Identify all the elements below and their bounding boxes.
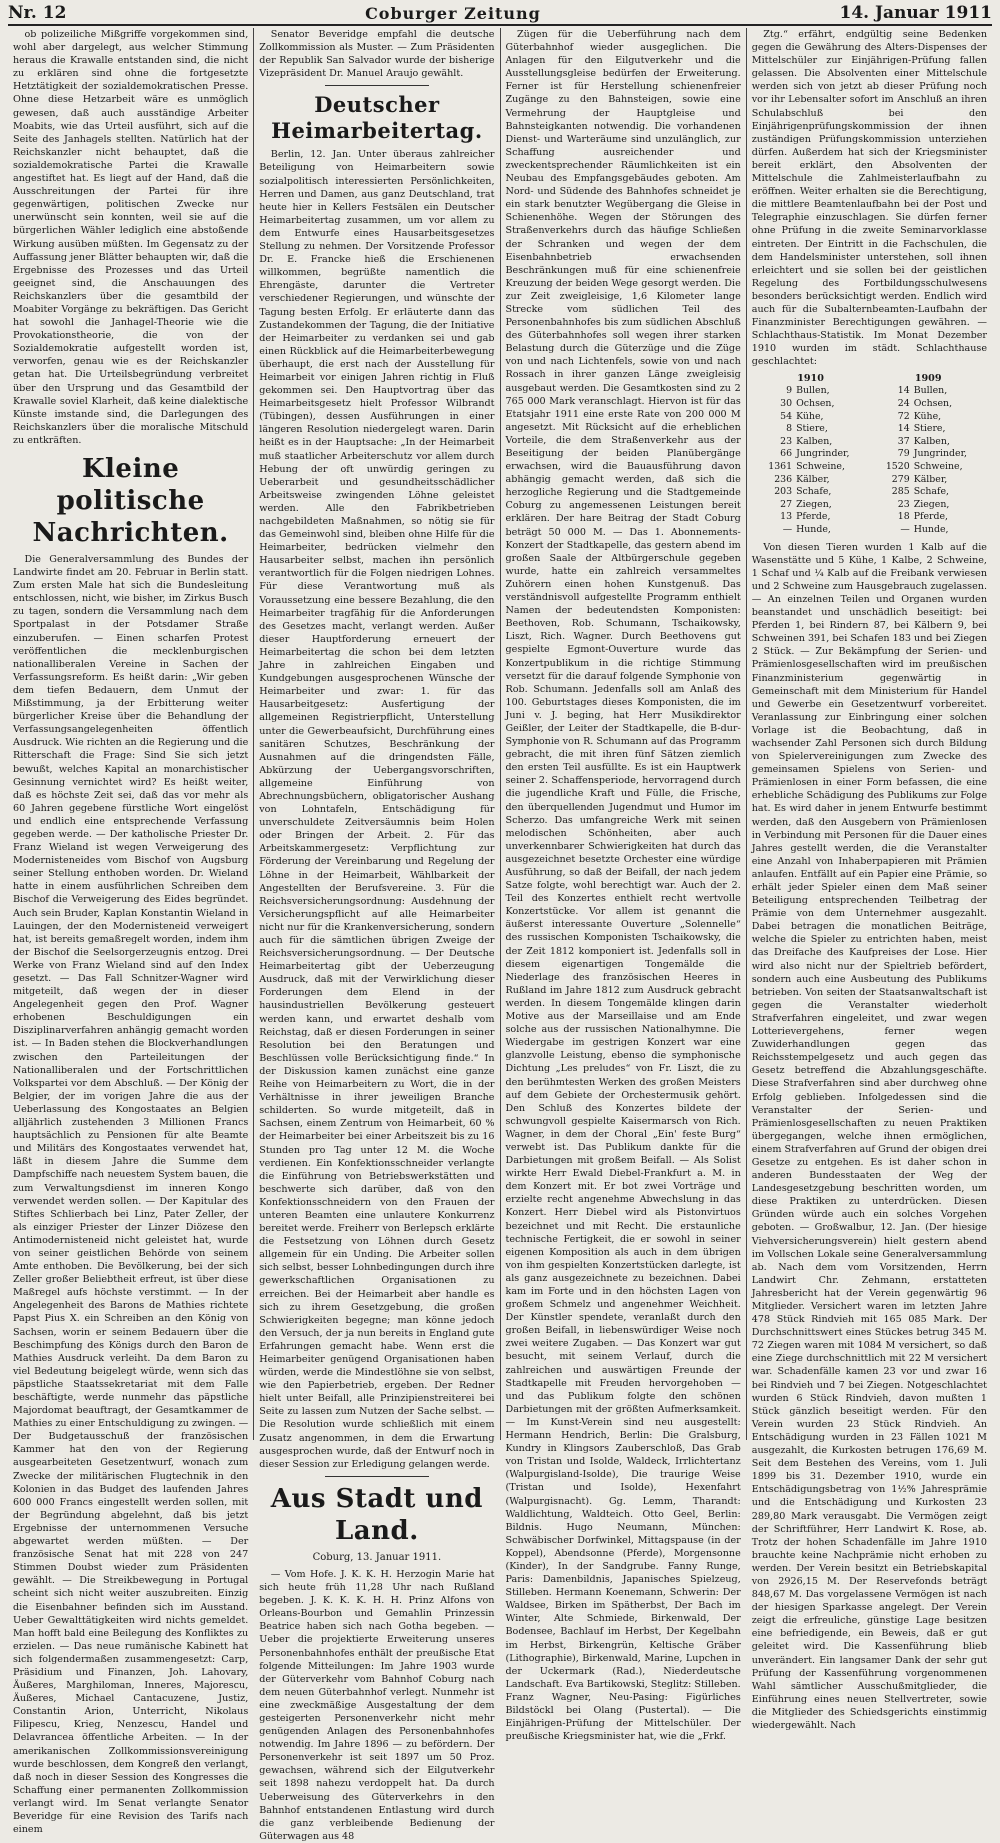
column-4 — [747, 28, 992, 1731]
article-text: Von diesen Tieren wurden 1 Kalb auf die Wasenstätte und 5 Kühe, 1 Kalbe, 2 Schweine, 1 Schaf und ¼ Kalb auf die Freibank verwiesen und 2 Schweine zum Hausgebrauch zugelassen. — An einzelnen Teilen und Organen wurden beanstandet und unschädlich beseitigt: bei Pferden 1, bei Rindern 87, bei Kälbern 9, bei Schweinen 391, bei Schafen 183 und bei Ziegen 2 Stück. — Zur Bekämpfung der Serien- und Prämienlosgesellschaften wird im preußischen Finanzministerium gegenwärtig in Gemeinschaft mit dem Ministerium für Handel und Gewerbe ein Gesetzentwurf vorbereitet. Veranlassung zur Einbringung einer solchen Vorlage ist die Beobachtung, daß in wachsender Zahl Personen sich durch Bildung von Spielervereinigungen zum Zwecke des gemeinsamen Spielens von Serien- und Prämienlosen in einer Form befassen, die eine erhebliche Schädigung des Publikums zur Folge hat. Es wird daher in jenem Entwurfe bestimmt werden, daß den Ausgebern von Prämienlosen in Verbindung mit Personen für die Dauer eines Jahres gestellt werden, die die Veranstalter eine Anzahl von Inhaberpapieren mit Prämien anlaufen. Entfällt auf ein Papier eine Prämie, so erhält jeder Spieler einen dem Maß seiner Beteiligung entsprechenden Teilbetrag der Prämie von dem Unternehmer ausgezahlt. Dabei betragen die monatlichen Beiträge, welche die Spieler zu entrichten haben, meist das Dreifache des Kaufpreises der Lose. Hier wird also nicht nur der Spieltrieb befördert, sondern auch eine Ausbeutung des Publikums betrieben. Von seiten der Staatsanwaltschaft ist gegen die Veranstalter wiederholt Strafverfahren eingeleitet, und zwar wegen Lotterievergehens, ferner wegen Zuwiderhandlungen gegen das Reichsstempelgesetz und auch gegen das Gesetz betreffend die Abzahlungsgeschäfte. Diese Strafverfahren sind aber durchweg ohne Erfolg geblieben. Infolgedessen sind die Veranstalter der Serien- und Prämienlosgesellschaften zu neuen Praktiken übergegangen, welche ihnen ermöglichen, einem Strafverfahren auf Grund der obigen drei Gesetze zu entgehen. Es ist daher schon in anderen Bundesstaaten der Weg der Landesgesetzgebung beschritten worden, um diese Praktiken zu unterdrücken. Diesen Gründen würde auch ein solches Vorgehen geboten. — Großwalbur, 12. Jan. (Der hiesige Viehversicherungsverein) hielt gestern abend im Vollschen Lokale seine Generalversammlung ab. Nach dem vom Vorsitzenden, Herrn Landwirt Chr. Zehmann, erstatteten Jahresbericht hat der Verein gegenwärtig 96 Mitglieder. Versichert waren im letzten Jahre 478 Stück Rindvieh mit 165 085 Mark. Der Durchschnittswert eines Stückes betrug 345 M. 72 Ziegen waren mit 1084 M versichert, so daß eine Ziege durchschnittlich mit 22 M versichert war. Schadenfälle kamen 23 vor und zwar 16 bei Rindvieh und 7 bei Ziegen. Notgeschlachtet wurden 6 Stück Rindvieh, davon mußten 1 Stück gänzlich beseitigt werden. Für den Verein wurden 23 Stück Rindvieh. An Entschädigung wurden in 23 Fällen 1021 M ausgezahlt, die Kurkosten betrugen 176,69 M. Seit dem Bestehen des Vereins, vom 1. Juli 1899 bis 31. Dezember 1910, wurde ein Entschädigungsbetrag von 1½% Jahresprämie und die Entschädigung und Kurkosten 23 289,80 Mark verausgabt. Die Vermögen zeigt der Schriftführer, Herr Landwirt K. Rose, ab. Trotz der hohen Schadenfälle im Jahre 1910 brauchte keine Nachprämie nicht erhoben zu werden. Der Verein besitzt ein Betriebskapital von 2926,15 M. Der Reservefonds beträgt 848,67 M. Das vorgelassene Vermögen ist nach der hiesigen Sparkasse angelegt. Der Verein zeigt die erfreuliche, günstige Lage besitzen eine befriedigende, ein Beweis, daß er gut geleitet wird. Die Kassenführung blieb unverändert. Ein langsamer Dank der sehr gut Prüfung der Kassenführung vorgenommenen Wahl sämtlicher Ausschußmitglieder, die Einführung eines neuen Stellvertreter, sowie die Mitglieder des Schiedsgerichts einstimmig wiedergewählt. Nach — [751, 541, 987, 1731]
stats-cell: 13 — [780, 511, 793, 523]
stats-row — [752, 448, 987, 461]
stats-cell: 23 — [897, 498, 910, 510]
stats-cell: 37 — [897, 435, 910, 447]
stats-cell: 14 — [897, 423, 910, 435]
column-2 — [254, 28, 500, 1842]
stats-cell: Stiere, — [913, 423, 946, 435]
column-3 — [501, 28, 747, 1743]
stats-cell: 18 — [897, 511, 910, 523]
stats-row — [752, 524, 987, 537]
stats-year-1910: 1910 — [797, 373, 824, 385]
stats-row — [752, 486, 987, 499]
stats-cell: Jungrinder, — [913, 448, 968, 460]
stats-cell: Ochsen, — [913, 398, 953, 410]
section-heading: Aus Stadt und Land. — [270, 1483, 483, 1546]
stats-cell: Ziegen, — [796, 498, 832, 510]
stats-cell: Kalben, — [913, 435, 950, 447]
stats-cell: 14 — [897, 385, 910, 397]
stats-cell: Ochsen, — [796, 398, 835, 410]
stats-cell: Pferde, — [796, 511, 831, 523]
stats-years — [752, 372, 987, 385]
article-text: Senator Beveridge empfahl die deutsche Zollkommission als Muster. — Zum Präsidenten der Republik San Salvador wurde der bisherige Vizepräsident Dr. Manuel Araujo gewählt. — [259, 29, 495, 80]
stats-row — [752, 411, 987, 424]
stats-cell: Hunde, — [796, 523, 831, 535]
stats-row — [752, 461, 987, 474]
stats-cell: Kühe, — [913, 410, 942, 422]
stats-cell: 236 — [774, 473, 793, 485]
stats-row — [752, 385, 987, 398]
stats-cell: Schafe, — [913, 486, 950, 498]
stats-row — [752, 499, 987, 512]
divider — [325, 85, 429, 86]
stats-cell: 1520 — [885, 461, 910, 472]
dateline: Coburg, 13. Januar 1911. — [312, 1551, 442, 1563]
section-heading: Kleine politische Nachrichten. — [32, 454, 229, 548]
article-text: — Vom Hofe. J. K. K. H. Herzogin Marie hat sich heute früh 11,28 Uhr nach Rußland begeben. J. K. K. K. H. H. Prinz Alfons von Orleans-Bourbon und Gemahlin Prinzessin Beatrice haben sich nach Gotha begeben. — Ueber die projektierte Erweiterung unseres Personenbahnhofes enthält der preußische Etat folgende Mitteilungen: Im Jahre 1903 wurde der Güterverkehr vom Bahnhof Coburg nach dem neuen Güterbahnhof verlegt. Nunmehr ist eine zweckmäßige Ausgestaltung der dem gesteigerten Personenverkehr nicht mehr genügenden Anlagen des Personenbahnhofes notwendig. Im Jahre 1896 — zu befördern. Der Personenverkehr ist seit 1897 um 50 Proz. gewachsen, während sich der Eilgutverkehr seit 1898 nahezu verdoppelt hat. Da durch Ueberweisung des Güterverkehrs in den Bahnhof entstandenen Entlastung wird durch die ganz verbleibende Bedienung der Güterwagen aus 48 — [259, 1568, 495, 1842]
stats-cell: 285 — [891, 486, 910, 498]
stats-cell: — — [900, 523, 910, 535]
newspaper-title: Coburger Zeitung — [365, 3, 541, 23]
article-text: ob polizeiliche Mißgriffe vorgekommen sind, wohl aber dargelegt, aus welcher Stimmung heraus die Krawalle entstanden sind, die nicht zu erklären sind ohne die fortgesetzte Hetztätigkeit der sozialdemokratischen Presse. Ohne diese Hetzarbeit wäre es unmöglich gewesen, daß auch ausständige Arbeiter Moabits, wie das Urteil ausführt, sich auf die Seite des Janhagels stellten. Natürlich hat der Reichskanzler nicht behauptet, daß die sozialdemokratische Partei die Krawalle angestiftet hat. Es liegt auf der Hand, daß die Ausschreitungen der Partei für ihre gegenwärtigen, politischen Zwecke nur unerwünscht sein konnten, weil sie auf die bürgerlichen Wähler lediglich eine abstoßende Wirkung ausüben müßten. Im Gegensatz zu der Auffassung jener Blätter behaupten wir, daß die Ergebnisse des Prozesses und das Urteil geeignet sind, die Anschauungen des Reichskanzlers über die gesamtbild der Moabiter Vorgänge zu bekräftigen. Das Gericht hat sowohl die Janhagel-Theorie wie die Provokationstheorie, die von der Sozialdemokratie aufgestellt worden ist, verworfen, genau wie es der Reichskanzler getan hat. Die Urteilsbegründung verbreitet über den Ursprung und das Gesamtbild der Krawalle soviel Klarheit, daß keine dialektische Künste imstande sind, die Darlegungen des Reichskanzlers über die moralische Mitschuld zu entkräften. — [13, 29, 249, 446]
stats-row — [752, 398, 987, 411]
stats-cell: 54 — [780, 410, 793, 422]
issue-number: Nr. 12 — [8, 3, 67, 23]
section-heading: Deutscher Heimarbeitertag. — [271, 92, 483, 144]
stats-cell: Bullen, — [913, 385, 948, 397]
masthead — [8, 2, 992, 26]
columns — [8, 28, 992, 1842]
stats-cell: Hunde, — [913, 523, 949, 535]
stats-cell: 9 — [786, 385, 793, 397]
stats-table — [752, 385, 987, 536]
stats-cell: Kälber, — [796, 473, 830, 485]
stats-cell: Kälber, — [913, 473, 948, 485]
stats-row — [752, 423, 987, 436]
stats-row — [752, 474, 987, 487]
stats-cell: Jungrinder, — [796, 448, 850, 460]
stats-row — [752, 436, 987, 449]
stats-cell: Pferde, — [913, 511, 949, 523]
stats-cell: 30 — [780, 398, 793, 410]
stats-cell: 79 — [897, 448, 910, 460]
article-text: Berlin, 12. Jan. Unter überaus zahlreicher Beteiligung von Heimarbeitern sowie sozialpolitisch interessierten Persönlichkeiten, Herren und Damen, aus ganz Deutschland, trat heute hier in Kellers Festsälen ein Deutscher Heimarbeitertag zusammen, um vor allem zu dem Entwurfe eines Hausarbeitsgesetzes Stellung zu nehmen. Der Vorsitzende Professor Dr. E. Francke hieß die Erschienenen willkommen, begrüßte namentlich die Ehrengäste, darunter die Vertreter verschiedener Regierungen, und wünschte der Tagung besten Erfolg. Er erläuterte dann das Zustandekommen der Tagung, die der Initiative der Heimarbeiter zu verdanken sei und gab einen Rückblick auf die Heimarbeiterbewegung überhaupt, die erst nach der Ausstellung für Heimarbeit vor einigen Jahren richtig in Fluß gekommen sei. Den Hauptvortrag über das Heimarbeitsgesetz hielt Professor Wilbrandt (Tübingen), dessen Ausführungen in einer längeren Resolution niedergelegt waren. Darin heißt es in der Hauptsache: „In der Heimarbeit muß staatlicher Arbeiterschutz vor allem durch Hebung der oft unwürdig geringen zu Ueberarbeit und gesundheitsschädlicher Arbeitsweise zwingenden Löhne geleistet werden. Alle den Fabrikbetrieben nachgebildeten Maßnahmen, so nötig sie für das Gemeinwohl sind, bleiben ohne Hilfe für die Heimarbeiter, bedrücken vielmehr den Hausarbeiter selbst, machen ihn persönlich verantwortlich für die Folgen niedrigen Lohnes. Für diese Verantwortung muß als Voraussetzung eine bessere Bezahlung, die den Heimarbeiter tragfähig für die Anforderungen des Gesetzes macht, verlangt werden. Außer dieser Hauptforderung erneuert der Heimarbeitertag die schon bei dem letzten Jahre in zahlreichen Eingaben und Kundgebungen ausgesprochenen Wünsche der Heimarbeiter und zwar: 1. für das Hausarbeitgesetz: Ausfertigung der allgemeinen Registrierpflicht, Unterstellung unter die Gewerbeaufsicht, Durchführung eines sanitären Schutzes, Beschränkung der Ausnahmen auf die dringendsten Fälle, Abkürzung der Uebergangsvorschriften, allgemeine Einführung von Abrechnungsbüchern, obligatorischer Aushang von Lohntafeln, Entschädigung für unverschuldete Zeitversäumnis beim Holen oder Bringen der Arbeit. 2. Für das Arbeitskammergesetz: Verpflichtung zur Förderung der Vereinbarung und Regelung der Löhne in der Heimarbeit, Wählbarkeit der Angestellten der Berufsvereine. 3. Für die Reichsversicherungsordnung: Ausdehnung der Versicherungspflicht auf alle Heimarbeiter nicht nur für die Krankenversicherung, sondern auch für die sämtlichen übrigen Zweige der Reichsversicherungsordnung. — Der Deutsche Heimarbeitertag gibt der Ueberzeugung Ausdruck, daß mit der Verwirklichung dieser Forderungen dem Elend in der hausindustriellen Bevölkerung gesteuert werden kann, und erwartet deshalb vom Reichstag, daß er diesen Forderungen in seiner Resolution bei den Beratungen und Beschlüssen volle Berücksichtigung finde.“ In der Diskussion kamen zunächst eine ganze Reihe von Heimarbeitern zu Wort, die in der Verhältnisse in ihrer jeweiligen Branche schilderten. So wurde mitgeteilt, daß in Sachsen, einem Zentrum von Heimarbeit, 60 % der Heimarbeiter bei einer Arbeitszeit bis zu 16 Stunden pro Tag unter 12 M. die Woche verdienen. Ein Konfektionsschneider verlangte die Einführung von Betriebswerkstätten und beschwerte sich darüber, daß von den Konfektionsschneidern von den Frauen der unteren Beamten eine unlautere Konkurrenz bereitet werde. Freiherr von Berlepsch erklärte die Festsetzung von Löhnen durch Gesetz allgemein für ein Unding. Die Arbeiter sollen sich selbst, besser Lohnbedingungen durch ihre gewerkschaftlichen Organisationen zu erreichen. Bei der Heimarbeit aber handle es sich zu ihrem Gesetzgebung, die großen Schwierigkeiten begegne; man könne jedoch den Versuch, der ja nun bereits in England gute Erfahrungen gemacht habe. Wenn erst die Heimarbeiter genügend Organisationen haben würden, werde die Mindestlöhne sie von selbst, wie den Papierbetrieb, ergeben. Der Redner hielt unter Beifall, alle Prinzipienstreiterei bei Seite zu lassen zum Nutzen der Sache selbst. — Die Resolution wurde schließlich mit einem Zusatz angenommen, in dem die Erwartung ausgesprochen wurde, daß der Entwurf noch in dieser Session zur Erledigung gelangen werde. — [259, 149, 495, 1470]
stats-cell: 24 — [897, 398, 910, 410]
stats-cell: 23 — [780, 435, 793, 447]
stats-cell: Schweine, — [913, 461, 963, 472]
stats-cell: Ziegen, — [913, 498, 950, 510]
issue-date: 14. Januar 1911 — [839, 3, 992, 23]
stats-cell: 8 — [786, 423, 793, 435]
article-text: Zügen für die Ueberführung nach dem Güterbahnhof wieder ausgeglichen. Die Anlagen für den Eilgutverkehr und die Ausstellungsgleise bedürfen der Erweiterung. Ferner ist für Herstellung schienenfreier Zugänge zu den Bahnsteigen, sowie eine Vermehrung der Hauptgleise und Bahnsteigkanten notwendig. Die vorhandenen Dienst- und Warteräume sind unzulänglich, zur Schaffung ausreichender und zweckentsprechender Räumlichkeiten ist ein Neubau des Empfangsgebäudes geboten. Am Nord- und Südende des Bahnhofes schneidet je ein stark benutzter Wegübergang die Gleise in Schienenhöhe. Wegen der Störungen des Straßenverkehrs durch das häufige Schließen der Schranken und wegen der dem Eisenbahnbetrieb erwachsenden Beschränkungen muß für eine schienenfreie Kreuzung der beiden Wege gesorgt werden. Die zur Zeit zweigleisige, 1,6 Kilometer lange Strecke vom südlichen Teil des Personenbahnhofes bis zum südlichen Abschluß des Güterbahnhofes soll wegen ihrer starken Belastung durch die Güterzüge und die Züge von und nach Lichtenfels, sowie von und nach Rossach in ihrer ganzen Länge zweigleisig ausgebaut werden. Die Gesamtkosten sind zu 2 765 000 Mark veranschlagt. Hiervon ist für das Etatsjahr 1911 eine erste Rate von 200 000 M angesetzt. Mit Rücksicht auf die erheblichen Vorteile, die dem Straßenverkehr aus der Beseitigung der beiden Planübergänge erwachsen, wird die Bauausführung davon abhängig gemacht werden, daß sich die herzogliche Regierung und die Stadtgemeinde Coburg zu angemessenen Leistungen bereit erklären. Der hare Beitrag der Stadt Coburg beträgt 50 000 M. — Das 1. Abonnements-Konzert der Stadtkapelle, das gestern abend im großen Saale der Altbürgerschule gegeben wurde, hatte ein zahlreich versammeltes Zuhörern einen hohen Kunstgenuß. Das verständnisvoll aufgestellte Programm enthielt Namen der bedeutendsten Komponisten: Beethoven, Rob. Schumann, Tschaikowsky, Liszt, Rich. Wagner. Durch Beethovens gut gespielte Egmont-Ouverture wurde das Konzertpublikum in die richtige Stimmung versetzt für die darauf folgende Symphonie von Rob. Schumann. Jedenfalls soll am Anlaß des 100. Geburtstages dieses Komponisten, die im Juni v. J. beging, hat Herr Musikdirektor Geißler, der Leiter der Stadtkapelle, die B-dur-Symphonie von R. Schumann auf das Programm gebracht, die mit ihren fünf Sätzen ziemlich den ersten Teil ausfüllte. Es ist ein Hauptwerk seiner 2. Schaffensperiode, hervorragend durch die jugendliche Kraft und Fülle, die Frische, den überquellenden Jugendmut und Humor im Scherzo. Das umfangreiche Werk mit seinen melodischen Schönheiten, aber auch unverkennbarer Schwierigkeiten hat durch das ausgezeichnet besetzte Orchester eine würdige Ausführung, so daß der Beifall, der nach jedem Satze folgte, wohl berechtigt war. Auch der 2. Teil des Konzertes enthielt recht wertvolle Konzertstücke. Vor allem ist genannt die äußerst interessante Ouverture „Solennelle“ des russischen Komponisten Tschaikowsky, die der Zeit 1812 komponiert ist. Jedenfalls soll in diesem eigenartigen Tongemälde die Niederlage des französischen Heeres in Rußland im Jahre 1812 zum Ausdruck gebracht werden. In diesem Tongemälde klingen darin Motive aus der Marseillaise und am Ende solche aus der russischen Nationalhymne. Die Wiedergabe im gestrigen Konzert war eine glanzvolle Leistung, ebenso die symphonische Dichtung „Les preludes“ von Fr. Liszt, die zu den berühmtesten Werken des großen Meisters auf dem Gebiete der Orchestermusik gehört. Den Schluß des Konzertes bildete der schwungvoll gespielte Kaisermarsch von Rich. Wagner, in dem der Choral „Ein' feste Burg“ verwebt ist. Das Publikum dankte für die Darbietungen mit großem Beifall. — Als Solist wirkte Herr Ewald Diebel-Frankfurt a. M. in dem Konzert mit. Er bot zwei Vorträge und erzielte recht angenehme Abwechslung in das Konzert. Herr Diebel wird als Pistonvirtuos bezeichnet und mit Recht. Die erstaunliche technische Fertigkeit, die er sowohl in seiner eigenen Komposition als auch in dem übrigen von ihm gespielten Konzertstücken darlegte, ist als ganz ausgezeichnete zu bezeichnen. Dabei kam im Forte und in den höchsten Lagen von großem Schmelz und angenehmer Weichheit. Der Künstler spendete, veranlaßt durch den großen Beifall, in liebenswürdiger Weise noch zwei weitere Zugaben. — Das Konzert war gut besucht, mit seinem Verlauf, durch die zahlreichen und auswärtigen Freunde der Stadtkapelle mit Freuden hervorgehoben — und das Publikum folgte den schönen Darbietungen mit der größten Aufmerksamkeit. — Im Kunst-Verein sind neu ausgestellt: Hermann Hendrich, Berlin: Die Gralsburg, Kundry in Klingsors Zauberschloß, Das Grab von Tristan und Isolde, Waldeck, Irrlichtertanz (Walpurgisland-Isolde), Die traurige Weise (Tristan und Isolde), Hexenfahrt (Walpurgisnacht). Gg. Lemm, Tharandt: Waldlichtung, Waldteich. Otto Geel, Berlin: Bildnis. Hugo Neumann, München: Schwäbischer Dorfwinkel, Mittagspause (in der Koppel), Abendsonne (Pferde), Morgensonne (Kinder), In der Sandgrube. Fanny Runge, Paris: Damenbildnis, Japanisches Spielzeug, Stilleben. Hermann Koenemann, Schwerin: Der Waldsee, Birken im Spätherbst, Der Bach im Winter, Alte Schmiede, Birkenwald, Der Bodensee, Bachlauf im Herbst, Der Kegelbahn im Herbst, Birkengrün, Keltische Gräber (Lithographie), Birkenwald, Marine, Lupchen in der Uckermark (Rad.), Niederdeutsche Landschaft. Eva Bartikowski, Steglitz: Stilleben. Franz Wagner, Neu-Pasing: Figürliches Bildstöckl bei Olang (Pustertal). — Die Einjährigen-Prüfung der Mittelschüler. Der preußische Kriegsminister hat, wie die „Frkf. — [505, 29, 741, 1743]
stats-cell: 203 — [774, 486, 793, 498]
slaughterhouse-statistics — [752, 372, 987, 536]
stats-cell: Stiere, — [796, 423, 828, 435]
stats-cell: Schafe, — [796, 486, 832, 498]
article-text: Ztg.“ erfährt, endgültig seine Bedenken gegen die Gewährung des Alters-Dispenses der Mittelschüler zur Einjährigen-Prüfung fallen gelassen. Die Absolventen einer Mittelschule werden sich von jetzt ab dieser Prüfung noch vor ihr Lebensalter sofort im Anschluß an ihren Schulabschluß bei den Einjährigenprüfungskommission der ihnen zuständigen Prüfungskommission unterziehen dürfen. Außerdem hat sich der Kriegsminister bereit erklärt, den Absolventen der Mittelschule die Zahlmeisterlaufbahn zu eröffnen. Weiter erhalten sie die Berechtigung, die mittlere Beamtenlaufbahn bei der Post und Telegraphie einzuschlagen. Sie dürfen ferner ohne Prüfung in die zweite Seminarvorklasse eintreten. Der Eintritt in die Fachschulen, die dem Handelsminister unterstehen, soll ihnen erleichtert und sie sollen bei der geistlichen Regelung des Fortbildungsschulwesens besonders berücksichtigt werden. Endlich wird auch für die Subalternbeamten-Laufbahn der Finanzminister Berechtigungen gewähren. — Schlachthaus-Statistik. Im Monat Dezember 1910 wurden im städt. Schlachthause geschlachtet: — [751, 29, 987, 368]
article-text: Die Generalversammlung des Bundes der Landwirte findet am 20. Februar in Berlin statt. Zum ersten Male hat sich die Bundesleitung entschlossen, nicht, wie bisher, im Zirkus Busch zu tagen, sondern die Versammlung nach dem Sportpalast in der Potsdamer Straße einzuberufen. — Einen scharfen Protest veröffentlichen die mecklenburgischen nationalliberalen Vereine in Sachen der Verfassungsreform. Es heißt darin: „Wir geben dem tiefen Bedauern, dem Unmut der Mißstimmung, ja der Erbitterung weiter bürgerlicher Kreise über die Behandlung der Verfassungsangelegenheiten öffentlich Ausdruck. Wie richten an die Regierung und die Ritterschaft die Frage: Sind Sie sich jetzt bewußt, welches Kapital an monarchistischer Gesinnung vernichtet wird? Es heißt weiter, daß es höchste Zeit sei, daß das vor mehr als 60 Jahren gegebene fürstliche Wort eingelöst und endlich eine entsprechende Verfassung gegeben werde. — Der katholische Priester Dr. Franz Wieland ist wegen Verweigerung des Modernisteneides vom Bischof von Augsburg seiner Stellung enthoben worden. Dr. Wieland hatte in einem ausführlichen Schreiben dem Bischof die Verweigerung des Eides begründet. Auch sein Bruder, Kaplan Konstantin Wieland in Lauingen, der den Modernisteneid verweigert hat, ist bereits gemaßregelt worden, indem ihm der Bischof die Seelsorgerzeugnis entzog. Drei Werke von Franz Wieland sind auf den Index gesetzt. — Das Fall Schnitzer-Wagner wird mitgeteilt, daß wegen der in dieser Angelegenheit gegen den Prof. Wagner erhobenen Beschuldigungen ein Disziplinarverfahren anhängig gemacht worden ist. — In Baden stehen die Blockverhandlungen zwischen den Parteileitungen der Nationalliberalen und der Fortschrittlichen Volkspartei vor dem Abschluß. — Der König der Belgier, der im vorigen Jahre die aus der Ueberlassung des Kongostaates an Belgien alljährlich zustehenden 3 Millionen Francs hauptsächlich zu Pensionen für alte Beamte und Militärs des Kongostaates verwendet hat, läßt in diesem Jahre die Summe dem Dampfschiffe nach neuestem System bauen, die zum Verwaltungsdienst im inneren Kongo verwendet werden sollen. — Der Kapitular des Stiftes Schlierbach bei Linz, Pater Zeller, der als einziger Priester der Linzer Diözese den Antimodernisteneid nicht geleistet hat, wurde von seiner geistlichen Behörde von seinem Amte enthoben. Die Bevölkerung, bei der sich Zeller großer Beliebtheit erfreut, ist über diese Maßregel aufs höchste verstimmt. — In der Angelegenheit des Barons de Mathies richtete Papst Pius X. ein Schreiben an den König von Sachsen, worin er seinem Bedauern über die Beschimpfung des Königs durch den Baron de Mathies Ausdruck verleiht. Da dem Baron zu viel Bedeutung beigelegt würde, wenn sich das päpstliche Staatssekretariat mit dem Falle beschäftigte, werde nunmehr das päpstliche Majordomat beauftragt, der Gesamtkammer de Mathies zu einer Entschuldigung zu zwingen. — Der Budgetausschuß der französischen Kammer hat den von der Regierung ausgearbeiteten Gesetzentwurf, wonach zum Zwecke der militärischen Flugtechnik in den Kolonien in das Budget des laufenden Jahres 600 000 Francs eingestellt werden sollen, mit der Begründung abgelehnt, daß bis jetzt Ergebnisse der unternommenen Versuche abgewartet werden müßten. — Der französische Senat hat mit 228 von 247 Stimmen Doubst wieder zum Präsidenten gewählt. — Die Streikbewegung in Portugal scheint sich nicht weiter auszubreiten. Einzig die Eisenbahner befinden sich im Ausstand. Ueber Gewalttätigkeiten wird nichts gemeldet. Man hofft bald eine Beilegung des Konfliktes zu erzielen. — Das neue rumänische Kabinett hat sich folgendermaßen zusammengesetzt: Carp, Präsidium und Finanzen, Joh. Lahovary, Äußeres, Marghiloman, Inneres, Majorescu, Äußeres, Michael Cantacuzene, Justiz, Constantin Arion, Unterricht, Nikolaus Filipescu, Krieg, Nenzescu, Handel und Delavrancea öffentliche Arbeiten. — In der amerikanischen Zollkommissionsvereinigung wurde beschlossen, dem Kongreß den verlangt, daß noch in dieser Session des Kongresses die Schaffung einer permanenten Zollkommission verlangt wird. Im Senat verlangte Senator Beveridge für eine Revision des Tarifs nach einem — [13, 554, 249, 1836]
stats-cell: Schweine, — [796, 461, 845, 472]
column-1 — [8, 28, 254, 1836]
stats-cell: Bullen, — [796, 385, 830, 397]
stats-year-1909: 1909 — [914, 373, 942, 385]
stats-cell: — — [782, 523, 793, 535]
stats-cell: 279 — [891, 473, 910, 485]
stats-cell: Kühe, — [796, 410, 824, 422]
stats-cell: Kalben, — [796, 435, 833, 447]
stats-cell: 27 — [780, 498, 793, 510]
stats-row — [752, 511, 987, 524]
stats-cell: 72 — [897, 410, 910, 422]
stats-cell: 1361 — [768, 461, 793, 472]
divider — [325, 1476, 429, 1477]
stats-cell: 66 — [780, 448, 793, 460]
